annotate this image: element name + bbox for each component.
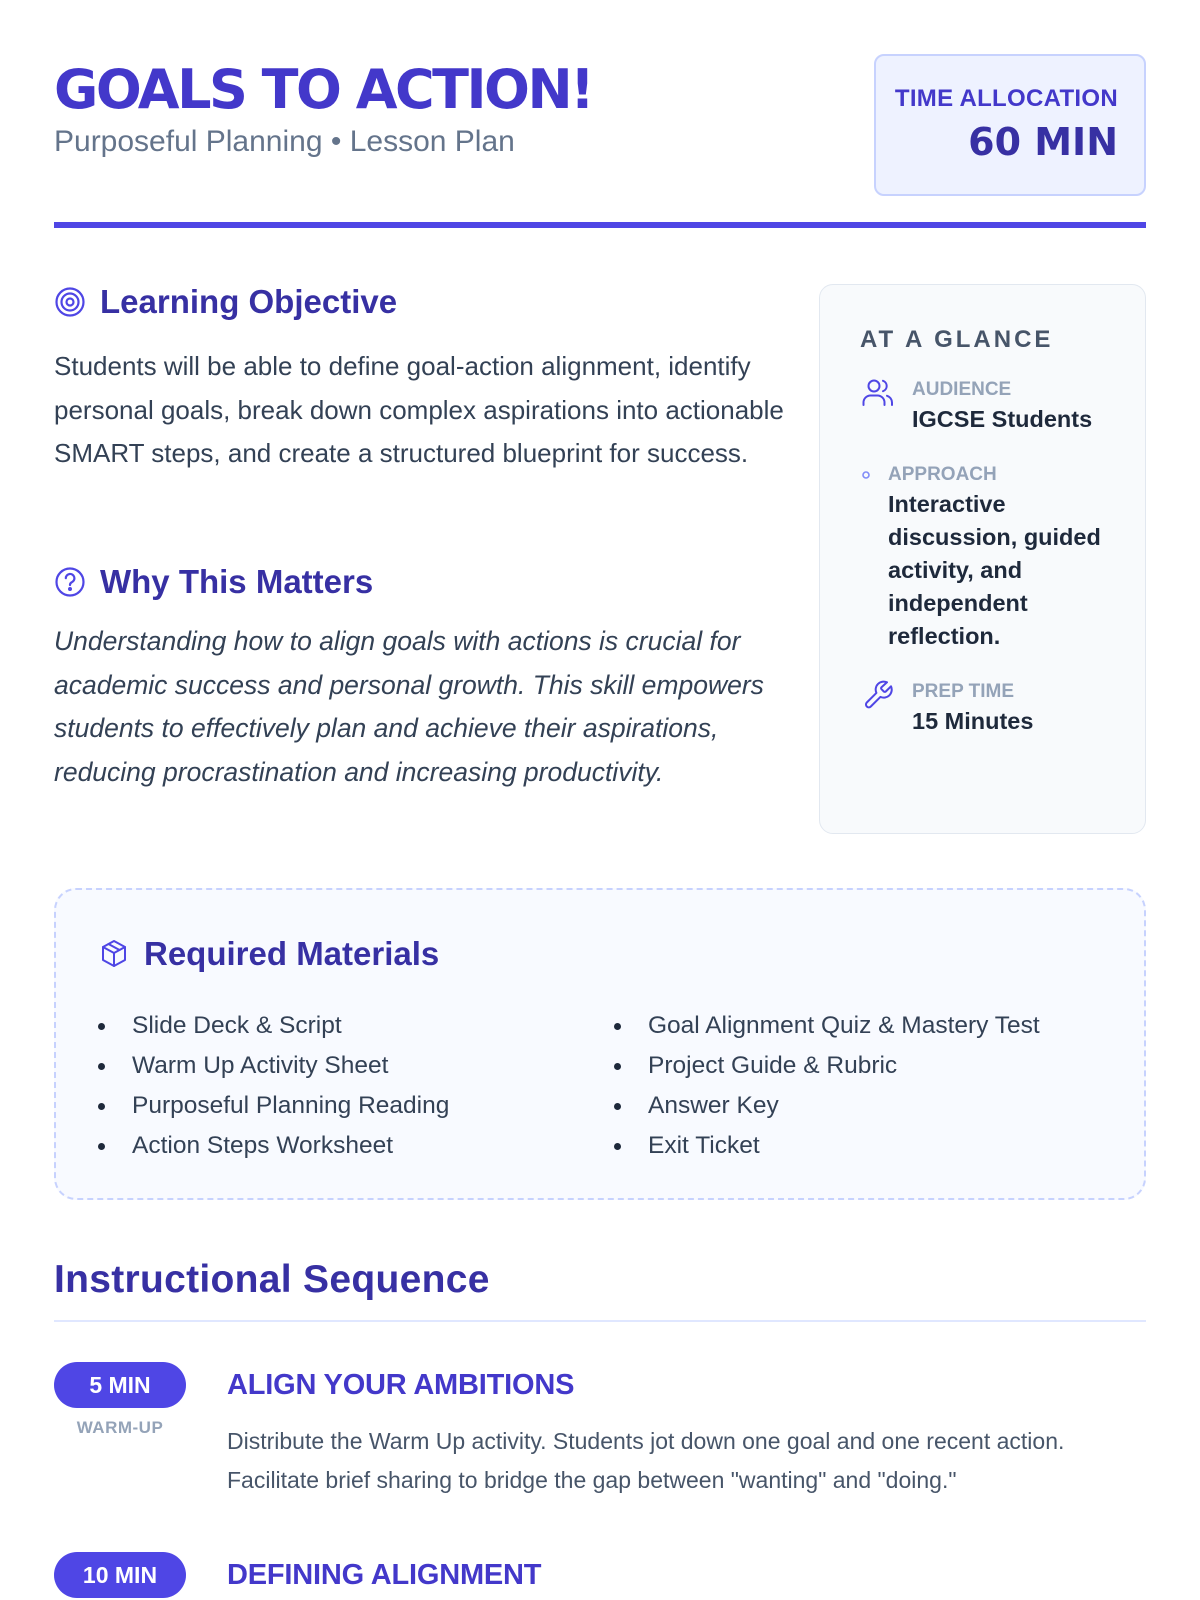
sequence-step [54,1362,1146,1502]
list-item: Project Guide & Rubric [614,1046,1040,1086]
glance-item-approach [860,462,1145,653]
learning-objective-heading [54,282,397,322]
page-subtitle: Purposeful Planning • Lesson Plan [54,125,515,158]
prep-time-label: PREP TIME [912,681,1015,702]
required-materials-heading [98,934,439,974]
time-allocation-label: TIME ALLOCATION [894,85,1118,112]
materials-list-left [98,1006,449,1166]
at-a-glance-card [819,284,1146,834]
required-materials-panel [54,888,1146,1200]
list-item: Purposeful Planning Reading [98,1086,449,1126]
step-duration-badge: 10 MIN [54,1552,186,1598]
header-divider [54,222,1146,228]
list-item: Goal Alignment Quiz & Mastery Test [614,1006,1040,1046]
list-item: Exit Ticket [614,1126,1040,1166]
why-this-matters-text: Understanding how to align goals with actions is crucial for academic success and personal growth. This skill empowers students to effectively plan and achieve their aspirations, reducing procrastination and increasing productivity. [54,626,764,787]
why-this-matters-title: Why This Matters [100,563,374,600]
sequence-divider [54,1320,1146,1322]
package-icon [98,938,130,970]
step-title: DEFINING ALIGNMENT [227,1559,542,1591]
sequence-step [54,1552,1146,1600]
step-description: Distribute the Warm Up activity. Students jot down one goal and one recent action. Facilitate brief sharing to bridge the gap between "wanting" and "doing." [227,1428,1065,1493]
target-icon [54,286,86,318]
approach-label: APPROACH [888,464,997,485]
list-item: Warm Up Activity Sheet [98,1046,449,1086]
learning-objective-text: Students will be able to define goal-action alignment, identify personal goals, break down complex aspirations into actionable SMART steps, and create a structured blueprint for success. [54,351,784,468]
learning-objective-title: Learning Objective [100,283,398,320]
materials-list-right [614,1006,1040,1166]
glance-item-prep-time [860,679,1145,738]
users-icon [860,377,896,413]
audience-label: AUDIENCE [912,379,1012,400]
list-item: Slide Deck & Script [98,1006,449,1046]
list-item: Action Steps Worksheet [98,1126,449,1166]
required-materials-title: Required Materials [144,935,440,972]
approach-value: Interactive discussion, guided activity, and independent reflection. [888,491,1101,649]
page-title: GOALS TO ACTION! [54,58,593,121]
at-a-glance-title: AT A GLANCE [860,326,1054,353]
step-duration-badge: 5 MIN [54,1362,186,1408]
lesson-plan-page [54,0,1146,1600]
prep-time-value: 15 Minutes [912,708,1034,734]
step-phase-label: WARM-UP [76,1418,164,1437]
glance-item-audience [860,377,1145,436]
time-allocation-value: 60 MIN [968,120,1118,164]
wrench-icon [860,679,896,715]
approach-icon [860,462,872,498]
why-this-matters-heading [54,562,373,602]
help-circle-icon [54,566,86,598]
time-allocation-card [874,54,1146,196]
list-item: Answer Key [614,1086,1040,1126]
header [54,52,1146,202]
step-title: ALIGN YOUR AMBITIONS [227,1369,575,1401]
audience-value: IGCSE Students [912,406,1093,432]
instructional-sequence-title: Instructional Sequence [54,1258,490,1301]
